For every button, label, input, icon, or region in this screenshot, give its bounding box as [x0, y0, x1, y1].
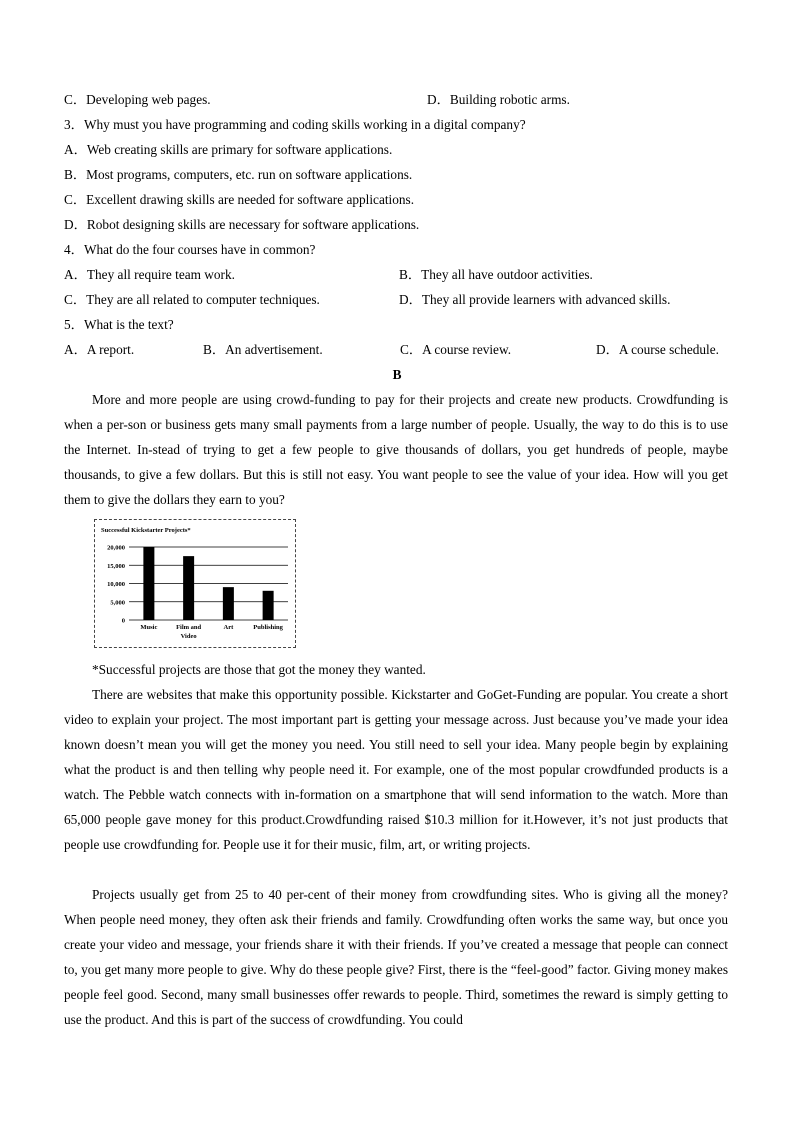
- bar: [223, 587, 234, 620]
- chart-title: Successful Kickstarter Projects*: [101, 527, 191, 534]
- y-tick-label: 15,000: [107, 562, 125, 570]
- bar: [183, 556, 194, 620]
- q5-option-c: C．A course review.: [400, 342, 512, 357]
- paragraph-2: [64, 682, 728, 857]
- bar-chart-svg: [95, 520, 295, 647]
- y-tick-label: 5,000: [110, 599, 125, 607]
- x-tick-label: Film and: [176, 624, 202, 631]
- bar: [143, 547, 154, 620]
- question-4: 4．What do the four courses have in common?: [64, 242, 316, 257]
- q3-option-b: B．Most programs, computers, etc. run on software applications.: [64, 167, 413, 182]
- paragraph-2-text: There are websites that make this opportunity possible. Kickstarter and GoGet-Funding are popular. You create a short video to explain your project. The most important part is getting your message across. Just because you’ve made your idea known doesn’t mean you will get the money you need. You still need to sell your idea. Many people begin by explaining what the product is and then telling why people need it. For example, one of the most popular crowdfunded products is a watch. The Pebble watch connects with in-formation on a smartphone that will send information to the watch. More than 65,000 people gave money for this product.Crowdfunding raised $10.3 million for it.However, it’s not just products that people use crowdfunding for. People use it for their music, film, art, or writing projects.: [64, 687, 728, 852]
- q5-option-b: B．An advertisement.: [203, 342, 323, 357]
- q2-option-d: D．Building robotic arms.: [427, 92, 570, 107]
- q4-option-b: B．They all have outdoor activities.: [399, 267, 593, 282]
- q3-option-d: D．Robot designing skills are necessary for software applications.: [64, 217, 420, 232]
- x-tick-label: Music: [140, 624, 158, 631]
- question-3: 3．Why must you have programming and coding skills working in a digital company?: [64, 117, 526, 132]
- x-tick-label: Video: [180, 633, 197, 640]
- x-tick-label: Art: [223, 624, 234, 631]
- q5-option-a: A．A report.: [64, 342, 135, 357]
- q3-option-c: C．Excellent drawing skills are needed for software applications.: [64, 192, 415, 207]
- paragraph-1: [64, 387, 728, 512]
- y-tick-label: 20,000: [107, 544, 125, 552]
- chart-footnote: *Successful projects are those that got the money they wanted.: [92, 662, 426, 677]
- q4-option-d: D．They all provide learners with advanced skills.: [399, 292, 671, 307]
- q4-option-a: A．They all require team work.: [64, 267, 235, 282]
- paragraph-3-text: Projects usually get from 25 to 40 per-cent of their money from crowdfunding sites. Who is giving all the money? When people need money, they often ask their friends and family. Crowdfunding often works the same way, but once you create your video and message, your friends share it with their friends. If you’ve created a message that people can connect to, you get many more people to give. Why do these people give? First, there is the “feel-good” factor. Giving money makes people feel good. Second, many small businesses offer rewards to people. Third, sometimes the reward is simply getting to use the product. And this is part of the success of crowdfunding. You could: [64, 887, 728, 1027]
- question-5: 5．What is the text?: [64, 317, 174, 332]
- y-tick-label: 10,000: [107, 581, 125, 588]
- bar-chart: [94, 519, 296, 648]
- section-heading: B: [392, 367, 402, 382]
- bar: [263, 591, 274, 620]
- paragraph-1-text: More and more people are using crowd-funding to pay for their projects and create new products. Crowdfunding is when a per-son or business gets many small payments from a large number of people. Usually, the way to do this is to use the Internet. In-stead of trying to get a few people to give thousands of dollars, you get hundreds of people, maybe thousands, to give a few dollars. But this is still not easy. You want people to see the value of your idea. How will you get them to give the dollars they earn to you?: [64, 392, 728, 507]
- y-tick-label: 0: [121, 617, 125, 625]
- x-tick-label: Publishing: [253, 624, 283, 631]
- paragraph-3: [64, 882, 728, 1032]
- q2-option-c: C．Developing web pages.: [64, 92, 211, 107]
- q4-option-c: C．They are all related to computer techniques.: [64, 292, 320, 307]
- q5-option-d: D．A course schedule.: [596, 342, 719, 357]
- q3-option-a: A．Web creating skills are primary for software applications.: [64, 142, 393, 157]
